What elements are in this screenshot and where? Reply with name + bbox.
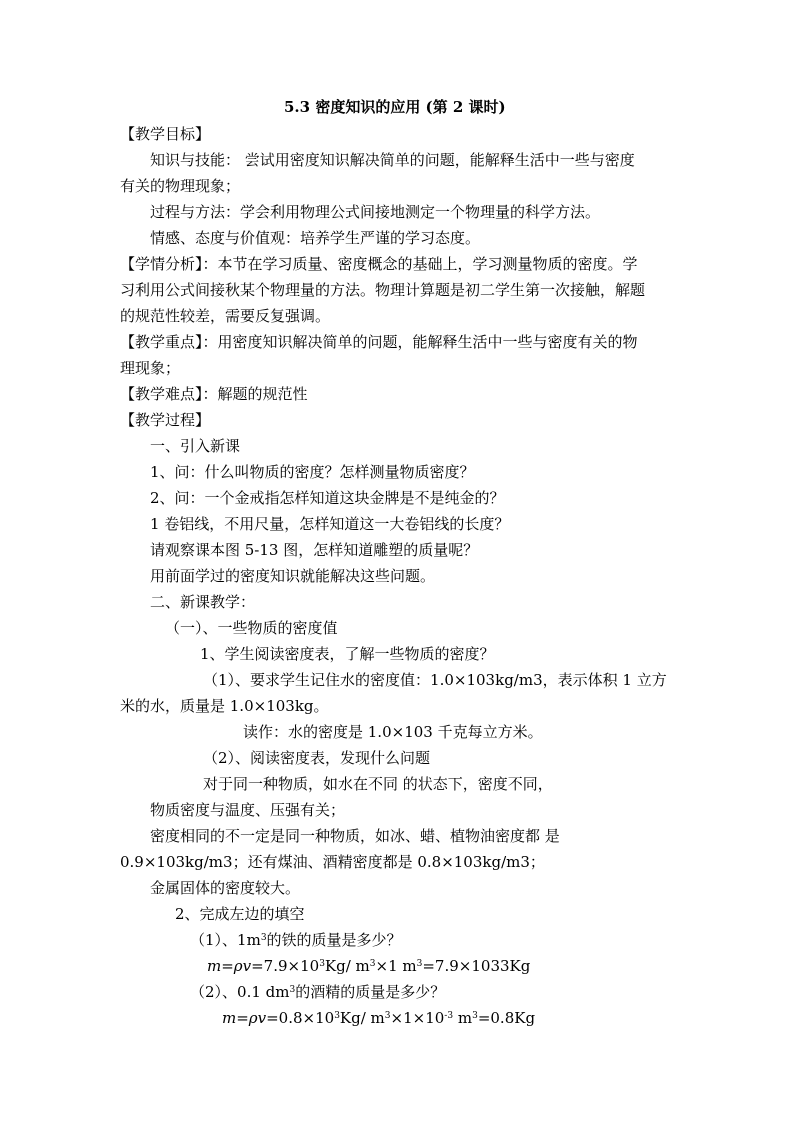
analysis-line1: 【学情分析】：本节在学习质量、密度概念的基础上，学习测量物质的密度。学 bbox=[120, 255, 638, 273]
eq-sup: -3 bbox=[444, 1011, 454, 1021]
read-table-question: （2）、阅读密度表，发现什么问题 bbox=[203, 749, 431, 767]
water-density-line1: （1）、要求学生记住水的密度值：1.0×103kg/m3，表示体积 1 立方 bbox=[203, 671, 667, 689]
problem-2-text-b: 的酒精的质量是多少？ bbox=[295, 983, 446, 1001]
item-fill-blanks: 2、完成左边的填空 bbox=[175, 905, 305, 923]
objective-knowledge-line2: 有关的物理现象； bbox=[120, 177, 241, 195]
equation-m-rho-v: m=ρv bbox=[207, 957, 252, 975]
question-2: 2、问：一个金戒指怎样知道这块金牌是不是纯金的？ bbox=[150, 489, 505, 507]
analysis-line2: 习利用公式间接秋某个物理量的方法。物理计算题是初二学生第一次接触，解题 bbox=[120, 281, 646, 299]
eq-part: ×1 m bbox=[375, 957, 417, 975]
water-density-reading: 读作：水的密度是 1.0×103 千克每立方米。 bbox=[243, 723, 543, 741]
water-density-line2: 米的水，质量是 1.0×103kg。 bbox=[120, 697, 329, 715]
problem-1-sup: 3 bbox=[260, 933, 267, 943]
finding-2: 物质密度与温度、压强有关； bbox=[150, 801, 346, 819]
difficulty: 【教学难点】：解题的规范性 bbox=[120, 385, 308, 403]
eq-part: Kg/ m bbox=[339, 1009, 385, 1027]
finding-3-line1: 密度相同的不一定是同一种物质，如冰、蜡、植物油密度都 是 bbox=[150, 827, 560, 845]
section-intro: 一、引入新课 bbox=[150, 437, 241, 455]
keypoint-line2: 理现象； bbox=[120, 359, 181, 377]
question-5: 用前面学过的密度知识就能解决这些问题。 bbox=[150, 567, 436, 585]
section-new-lesson: 二、新课教学： bbox=[150, 593, 256, 611]
eq-sup: 3 bbox=[416, 959, 423, 969]
problem-2-sup: 3 bbox=[289, 985, 296, 995]
eq-sup: 3 bbox=[369, 959, 376, 969]
heading-process: 【教学过程】 bbox=[120, 411, 211, 429]
eq-part: m bbox=[453, 1009, 473, 1027]
finding-1: 对于同一种物质，如水在不同 的状态下，密度不同， bbox=[203, 775, 553, 793]
analysis-line3: 的规范性较差，需要反复强调。 bbox=[120, 307, 331, 325]
eq-part: ×1×10 bbox=[390, 1009, 445, 1027]
question-1: 1、问：什么叫物质的密度？怎样测量物质密度？ bbox=[150, 463, 475, 481]
eq-sup: 3 bbox=[319, 959, 325, 969]
eq-sup: 3 bbox=[384, 1011, 391, 1021]
eq-part: =7.9×1033Kg bbox=[422, 957, 531, 975]
item-read-table: 1、学生阅读密度表，了解一些物质的密度？ bbox=[200, 645, 495, 663]
problem-2-question bbox=[190, 983, 445, 1001]
problem-2-equation bbox=[222, 1009, 535, 1027]
problem-1-question bbox=[190, 931, 402, 949]
subsection-density-values: （一）、一些物质的密度值 bbox=[165, 619, 338, 637]
page-title: 5.3 密度知识的应用 (第 2 课时) bbox=[284, 98, 506, 116]
problem-1-equation bbox=[207, 957, 530, 975]
eq-part: =0.8×10 bbox=[266, 1009, 335, 1027]
eq-part: Kg/ m bbox=[324, 957, 370, 975]
eq-part: =0.8Kg bbox=[477, 1009, 536, 1027]
eq-sup: 3 bbox=[472, 1011, 478, 1021]
problem-2-text-a: （2）、0.1 dm bbox=[190, 983, 290, 1001]
objective-knowledge-line1: 知识与技能： 尝试用密度知识解决简单的问题，能解释生活中一些与密度 bbox=[150, 151, 635, 169]
eq-sup: 3 bbox=[334, 1011, 340, 1021]
equation-m-rho-v: m=ρv bbox=[222, 1009, 267, 1027]
objective-attitude: 情感、态度与价值观：培养学生严谨的学习态度。 bbox=[150, 229, 481, 247]
question-4: 请观察课本图 5-13 图，怎样知道雕塑的质量呢？ bbox=[150, 541, 479, 559]
finding-4: 金属固体的密度较大。 bbox=[150, 879, 301, 897]
keypoint-line1: 【教学重点】：用密度知识解决简单的问题，能解释生活中一些与密度有关的物 bbox=[120, 333, 638, 351]
problem-1-text-b: 的铁的质量是多少？ bbox=[266, 931, 402, 949]
heading-objectives: 【教学目标】 bbox=[120, 125, 211, 143]
eq-part: =7.9×10 bbox=[251, 957, 320, 975]
problem-1-text-a: （1）、1m bbox=[190, 931, 261, 949]
finding-3-line2: 0.9×103kg/m3；还有煤油、酒精密度都是 0.8×103kg/m3； bbox=[120, 853, 545, 871]
question-3: 1 卷铝线，不用尺量，怎样知道这一大卷铝线的长度？ bbox=[150, 515, 510, 533]
objective-process: 过程与方法：学会利用物理公式间接地测定一个物理量的科学方法。 bbox=[150, 203, 601, 221]
